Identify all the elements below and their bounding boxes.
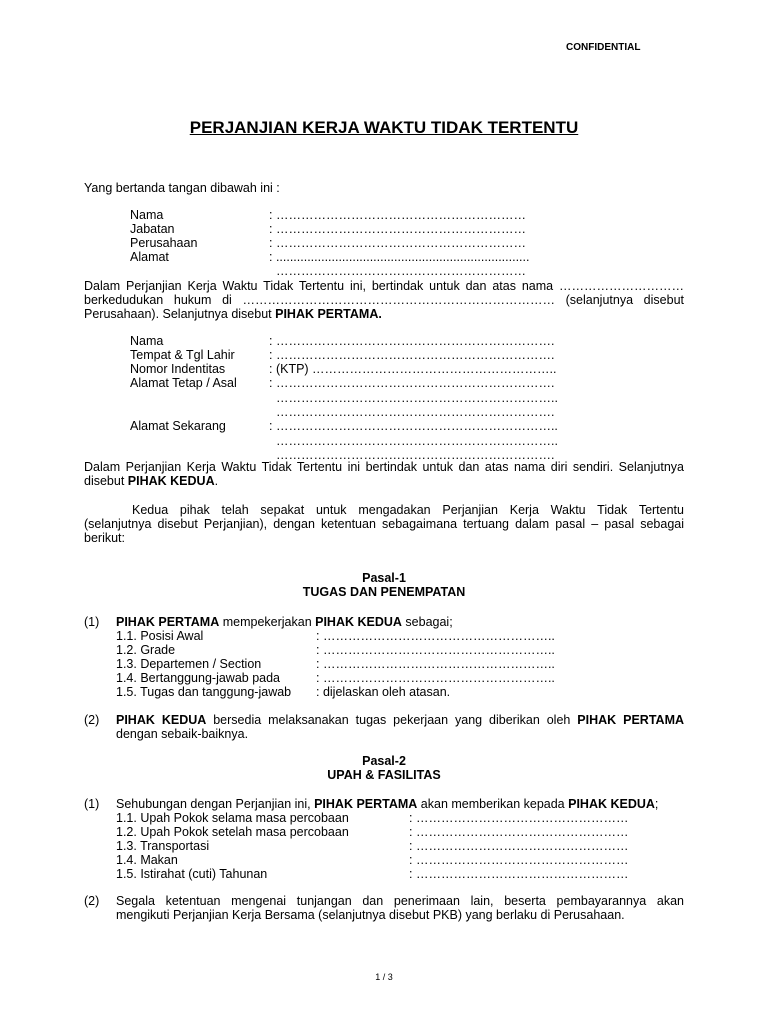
pasal1-item-label: 1.4. Bertanggung-jawab pada (116, 671, 281, 685)
pasal1-clause2-line2: dengan sebaik-baiknya. (116, 727, 249, 741)
party1-alamat-continuation: …………………………………………………… (276, 264, 526, 278)
page-number: 1 / 3 (375, 972, 393, 982)
pasal2-clause1-mid: akan memberikan kepada (417, 797, 569, 811)
confidential-label: CONFIDENTIAL (566, 42, 641, 53)
party1-value-jabatan: : …………………………………………………… (269, 222, 526, 236)
party1-label-nama: Nama (130, 208, 164, 222)
party2-value-alamat-tetap: : …………………………………………………………. (269, 376, 555, 390)
pasal1-clause1-end: sebagai; (401, 615, 453, 629)
pasal1-item-label: 1.3. Departemen / Section (116, 657, 262, 671)
party1-paragraph-line1: Dalam Perjanjian Kerja Waktu Tidak Tertentu ini, bertindak untuk dan atas nama ………………………… (84, 279, 684, 293)
pasal1-clause1-pihak-pertama: PIHAK PERTAMA (116, 615, 220, 629)
party2-alamat-sekarang-cont-2: …………………………………………………………. (276, 448, 555, 462)
pasal2-clause1-pihak-kedua: PIHAK KEDUA (568, 797, 655, 811)
party2-alamat-sekarang-cont-1: ………………………………………………………….. (276, 434, 558, 448)
pasal1-clause1-number: (1) (84, 615, 100, 629)
party2-paragraph-line1: Dalam Perjanjian Kerja Waktu Tidak Tertentu ini bertindak untuk dan atas nama diri sendiri. Selanjutnya (84, 460, 684, 474)
pasal2-clause2-line1: Segala ketentuan mengenai tunjangan dan penerimaan lain, beserta pembayarannya akan (116, 894, 684, 908)
pasal2-item-label: 1.3. Transportasi (116, 839, 210, 853)
party1-value-nama: : …………………………………………………… (269, 208, 526, 222)
pasal1-heading: TUGAS DAN PENEMPATAN (302, 585, 466, 599)
pasal2-item-value: : …………………………………………… (409, 839, 629, 853)
pasal2-clause1-pihak-pertama: PIHAK PERTAMA (314, 797, 418, 811)
party1-paragraph-line2: berkedudukan hukum di ………………………………………………………………… (selanjutnya disebut (84, 293, 684, 307)
pasal2-item-value: : …………………………………………… (409, 867, 629, 881)
pasal1-item-value: : ……………………………………………….. (316, 643, 555, 657)
pasal2-clause1-pre: Sehubungan dengan Perjanjian ini, (116, 797, 315, 811)
pasal1-clause1-text (116, 615, 453, 629)
pasal1-clause1-pihak-kedua: PIHAK KEDUA (315, 615, 402, 629)
party2-paragraph-line2 (84, 474, 218, 488)
pasal1-item-value: : ……………………………………………….. (316, 671, 555, 685)
pasal2-clause1-number: (1) (84, 797, 100, 811)
party1-value-perusahaan: : …………………………………………………… (269, 236, 526, 250)
pasal1-clause2-line1 (116, 713, 684, 727)
pasal2-clause2-line2: mengikuti Perjanjian Kerja Bersama (selanjutnya disebut PKB) yang berlaku di Perusahaan. (116, 908, 625, 922)
pasal1-clause2-pihak-kedua: PIHAK KEDUA (116, 713, 207, 727)
pasal1-clause2-number: (2) (84, 713, 100, 727)
pasal2-item-label: 1.5. Istirahat (cuti) Tahunan (116, 867, 268, 881)
pasal1-item-label: 1.2. Grade (116, 643, 176, 657)
party1-paragraph-line3-text: Perusahaan). Selanjutnya disebut (84, 307, 276, 321)
party2-alamat-tetap-cont-2: …………………………………………………………. (276, 405, 555, 419)
pasal2-item-label: 1.2. Upah Pokok setelah masa percobaan (116, 825, 349, 839)
pasal1-clause2-mid: bersedia melaksanakan tugas pekerjaan yang diberikan oleh (206, 713, 578, 727)
party1-label-alamat: Alamat (130, 250, 169, 264)
pasal1-item-label: 1.5. Tugas dan tanggung-jawab (116, 685, 292, 699)
pasal1-clause2-pihak-pertama: PIHAK PERTAMA (577, 713, 685, 727)
party2-paragraph-line2-text: disebut (84, 474, 128, 488)
party2-value-nomor-identitas: : (KTP) ………………………………………………….. (269, 362, 557, 376)
pasal1-clause1-mid: mempekerjakan (219, 615, 316, 629)
pasal2-clause1-end: ; (654, 797, 659, 811)
pasal2-clause1-text (116, 797, 658, 811)
party1-label-jabatan: Jabatan (130, 222, 175, 236)
pasal1-item-value: : ……………………………………………….. (316, 629, 555, 643)
pasal1-item-value: : ……………………………………………….. (316, 657, 555, 671)
party2-alamat-tetap-cont-1: ………………………………………………………….. (276, 391, 558, 405)
party1-paragraph-line3 (84, 307, 382, 321)
pasal2-item-value: : …………………………………………… (409, 825, 629, 839)
agreement-line2: (selanjutnya disebut Perjanjian), dengan ketentuan sebagaimana tertuang dalam pasal – pasal sebagai (84, 517, 684, 531)
party2-label-ttl: Tempat & Tgl Lahir (130, 348, 235, 362)
agreement-line1: Kedua pihak telah sepakat untuk mengadakan Perjanjian Kerja Waktu Tidak Tertentu (132, 503, 684, 517)
party2-paragraph-line2-end: . (214, 474, 219, 488)
intro-text: Yang bertanda tangan dibawah ini : (84, 181, 280, 195)
pasal2-item-label: 1.4. Makan (116, 853, 178, 867)
pasal2-item-label: 1.1. Upah Pokok selama masa percobaan (116, 811, 349, 825)
party2-value-alamat-sekarang: : ………………………………………………………….. (269, 419, 558, 433)
pasal1-item-value: : dijelaskan oleh atasan. (316, 685, 451, 699)
pasal1-number: Pasal-1 (362, 571, 406, 585)
pasal2-item-value: : …………………………………………… (409, 811, 629, 825)
party1-label-perusahaan: Perusahaan (130, 236, 198, 250)
pasal2-heading: UPAH & FASILITAS (327, 768, 441, 782)
party2-value-ttl: : …………………………………………………………. (269, 348, 555, 362)
pasal1-item-label: 1.1. Posisi Awal (116, 629, 204, 643)
agreement-line3: berikut: (84, 531, 125, 545)
party2-label-alamat-tetap: Alamat Tetap / Asal (130, 376, 237, 390)
party2-label-alamat-sekarang: Alamat Sekarang (130, 419, 226, 433)
pihak-kedua-definition: PIHAK KEDUA (127, 474, 215, 488)
pasal2-number: Pasal-2 (362, 754, 406, 768)
document-title: PERJANJIAN KERJA WAKTU TIDAK TERTENTU (189, 118, 579, 137)
party1-value-alamat: : ......................................................................... (269, 250, 530, 264)
pasal2-item-value: : …………………………………………… (409, 853, 629, 867)
pihak-pertama-definition: PIHAK PERTAMA. (275, 307, 382, 321)
party2-label-nomor-identitas: Nomor Indentitas (130, 362, 226, 376)
pasal2-clause2-number: (2) (84, 894, 100, 908)
party2-label-nama: Nama (130, 334, 164, 348)
party2-value-nama: : …………………………………………………………. (269, 334, 555, 348)
